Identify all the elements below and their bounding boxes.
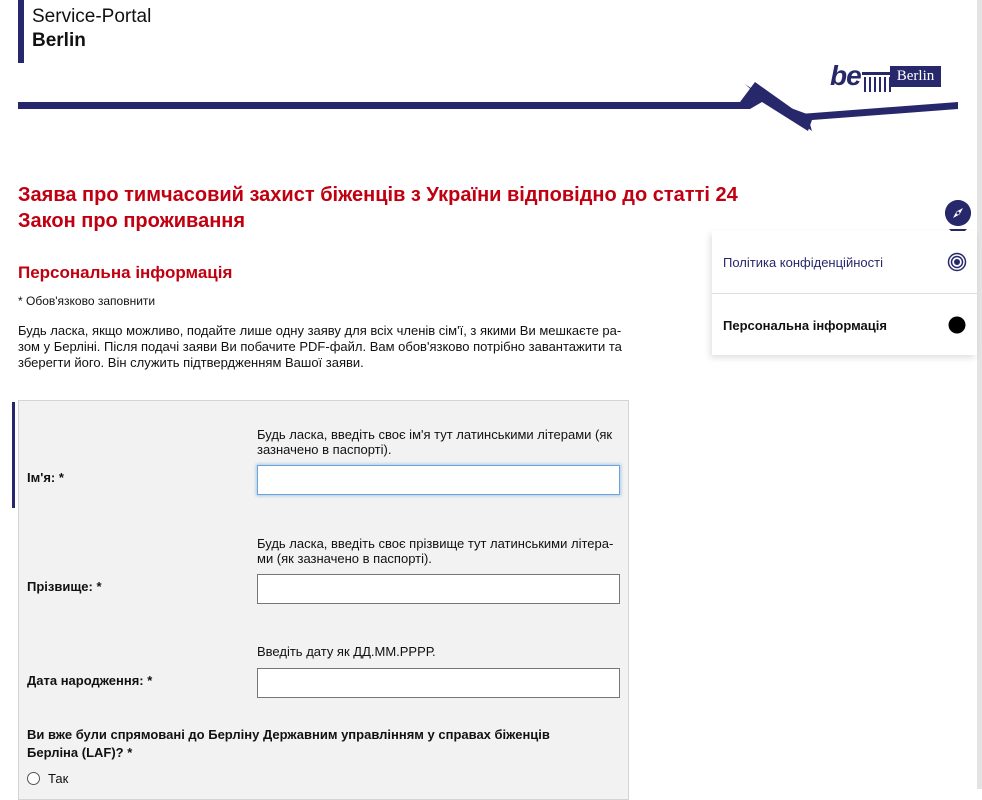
step-navigation-panel <box>712 231 977 355</box>
laf-yes-label[interactable]: Так <box>48 771 69 786</box>
step-item-personal-info[interactable] <box>712 293 977 355</box>
last-name-label: Прізвище: * <box>27 579 102 594</box>
last-name-hint: Будь ласка, введіть своє прізвище тут латинськими літера- ми (як зазначено в паспорті). <box>257 536 614 566</box>
birth-date-hint: Введіть дату як ДД.ММ.РРРР. <box>257 644 436 659</box>
page-title: Заява про тимчасовий захист біженців з України відповідно до статті 24 Закон про проживання <box>18 184 738 232</box>
first-name-hint: Будь ласка, введіть своє ім'я тут латинськими літерами (як зазначено в паспорті). <box>257 427 613 457</box>
step-current-icon <box>947 315 967 335</box>
portal-subtitle[interactable]: Berlin <box>32 30 86 51</box>
step-label[interactable]: Персональна інформація <box>723 318 887 333</box>
required-note: * Обов'язково заповнити <box>18 294 156 308</box>
birth-date-input[interactable] <box>257 668 620 698</box>
header-accent-bar <box>18 0 24 63</box>
page-scrollbar[interactable] <box>977 0 982 789</box>
header-lightning-line <box>0 76 982 136</box>
first-name-input[interactable] <box>257 465 620 495</box>
intro-text: Будь ласка, якщо можливо, подайте лише одну заяву для всіх членів сім'ї, з якими Ви мешкаєте ра- зом у Берліні. Після подачі заяви Ви побачите PDF-файл. Вам обов'язково потрібно завантажити та зберегти його. Він служить підтвердженням Вашої заяви. <box>18 323 622 370</box>
laf-yes-radio[interactable] <box>27 772 40 785</box>
first-name-label: Ім'я: * <box>27 470 64 485</box>
laf-referral-question: Ви вже були спрямовані до Берліну Державним управлінням у справах біженців Берліна (LAF)? * <box>27 727 550 760</box>
step-item-privacy[interactable] <box>712 231 977 293</box>
portal-title[interactable]: Service-Portal <box>32 6 152 27</box>
birth-date-label: Дата народження: * <box>27 673 153 688</box>
section-title: Персональна інформація <box>18 263 233 282</box>
step-label[interactable]: Політика конфіденційності <box>723 255 883 270</box>
be-logo-text[interactable]: be <box>830 60 861 91</box>
berlin-logo-box[interactable]: Berlin <box>890 66 941 87</box>
step-completed-icon <box>947 252 967 272</box>
last-name-input[interactable] <box>257 574 620 604</box>
compass-icon[interactable] <box>945 200 971 226</box>
active-field-indicator <box>12 402 15 508</box>
